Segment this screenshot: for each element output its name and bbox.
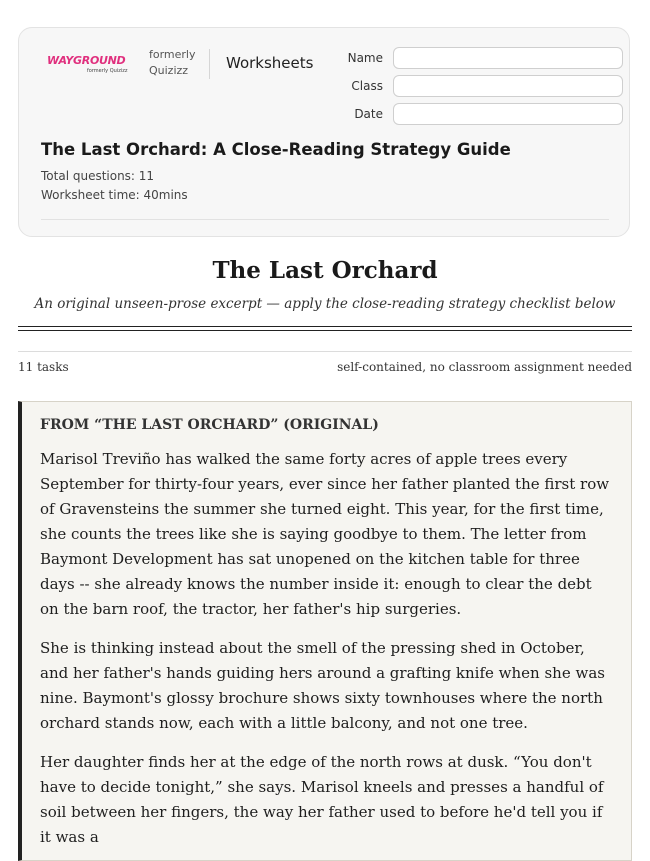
total-questions: Total questions: 11 [41, 169, 155, 183]
passage-paragraph: Her daughter finds her at the edge of the north rows at dusk. “You don't have to decide tonight,” she says. Marisol kneels and presses a handful of soil between her fingers, the way her father used to before he'd tell you if it was a [40, 753, 604, 846]
date-field[interactable] [393, 103, 623, 125]
section-label: Worksheets [226, 54, 314, 72]
name-field[interactable] [393, 47, 623, 69]
task-count: 11 tasks [18, 360, 69, 374]
logo-wordmark: WAYGROUND [47, 54, 126, 67]
passage-paragraph: Marisol Treviño has walked the same forty acres of apple trees every September for thirty-four years, ever since her father planted the first row of Gravensteins the summer she turned eight. This year, for the first time, she counts the trees like she is saying goodbye to them. The letter from Baymont Development has sat unopened on the kitchen table for three days -- she already knows the number inside it: enough to clear the debt on the barn roof, the tractor, her father's hip surgeries. [40, 450, 610, 618]
passage-heading: FROM “THE LAST ORCHARD” (ORIGINAL) [40, 417, 379, 433]
date-label: Date [354, 107, 383, 121]
worksheet-header-card [18, 27, 630, 237]
title-double-rule [18, 326, 632, 331]
passage-paragraph: She is thinking instead about the smell of the pressing shed in October, and her father's hands guiding hers around a grafting knife when she was nine. Baymont's glossy brochure shows sixty townhouses where the north orchard stands now, each with a little balcony, and not one tree. [40, 639, 605, 732]
formerly-quizizz-label: formerly Quizizz [149, 48, 196, 77]
class-field[interactable] [393, 75, 623, 97]
passage-box [18, 401, 632, 861]
card-divider [41, 219, 609, 220]
document-title: The Last Orchard [212, 257, 438, 284]
class-label: Class [351, 79, 383, 93]
worksheet-title: The Last Orchard: A Close-Reading Strategy Guide [41, 140, 511, 159]
name-label: Name [347, 51, 383, 65]
assignment-note: self-contained, no classroom assignment needed [337, 360, 632, 374]
document-subtitle: An original unseen-prose excerpt — apply the close-reading strategy checklist below [34, 296, 616, 312]
wayground-logo [47, 54, 137, 78]
worksheet-time: Worksheet time: 40mins [41, 188, 188, 202]
header-divider [209, 49, 210, 79]
logo-subtext: formerly Quizizz [87, 68, 128, 74]
meta-rule [18, 351, 632, 352]
